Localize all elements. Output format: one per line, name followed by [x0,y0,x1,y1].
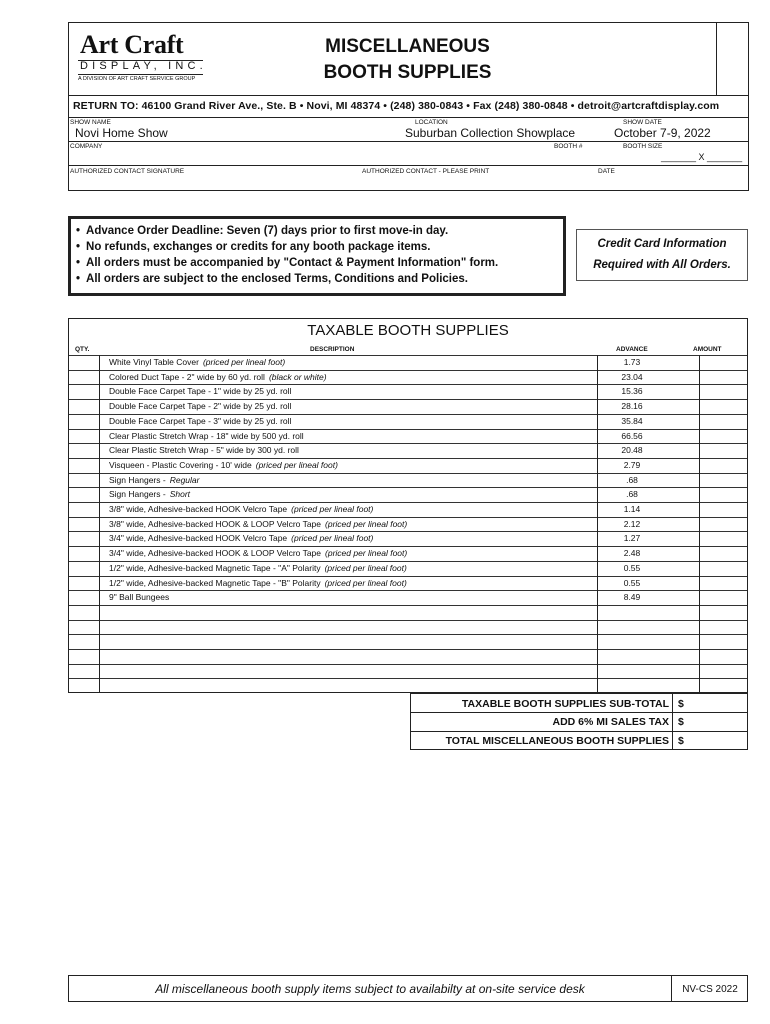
qty-field[interactable] [69,679,99,693]
location-field[interactable]: Suburban Collection Showplace [405,126,576,140]
notice-list [76,223,498,287]
item-name: Double Face Carpet Tape - 1" wide by 25 yd. roll [109,386,292,397]
item-note: (priced per lineal foot) [325,548,408,559]
notice-item: • All orders must be accompanied by "Contact & Payment Information" form. [76,255,498,271]
item-advance-price: 66.56 [621,430,643,441]
item-description [109,622,113,632]
booth-size-field[interactable]: _______ X _______ [661,152,743,162]
item-description [109,519,407,529]
booth-number-label: BOOTH # [554,143,583,150]
qty-field[interactable] [69,474,99,488]
amount-field[interactable] [700,444,747,458]
table-row [69,546,747,561]
tax-field[interactable]: $ [678,716,684,728]
divider [69,141,748,142]
description-header: DESCRIPTION [310,346,355,353]
item-note: Short [169,489,191,500]
item-advance-price: 23.04 [621,371,643,382]
table-row [69,502,747,517]
table-row [69,414,747,429]
amount-field[interactable] [700,400,747,414]
qty-field[interactable] [69,547,99,561]
table-row [69,634,747,649]
total-field[interactable]: $ [678,735,684,747]
amount-field[interactable] [700,385,747,399]
table-row [69,517,747,532]
item-name: White Vinyl Table Cover [109,357,199,367]
amount-field[interactable] [700,356,747,370]
item-advance-price: 2.12 [623,518,641,529]
item-note: (priced per lineal foot) [255,459,338,470]
divider [69,165,748,166]
notice-item: • All orders are subject to the enclosed Terms, Conditions and Policies. [76,271,498,287]
item-advance-price: 1.27 [623,533,641,544]
item-description [109,666,113,676]
item-advance-price: 2.48 [623,548,641,559]
show-name-field[interactable]: Novi Home Show [75,126,168,140]
item-note: (priced per lineal foot) [324,577,407,588]
table-row [69,399,747,414]
item-description [109,592,173,602]
qty-field[interactable] [69,371,99,385]
amount-field[interactable] [700,459,747,473]
page-title-line: MISCELLANEOUS [325,36,490,57]
qty-field[interactable] [69,400,99,414]
item-name: Double Face Carpet Tape - 3" wide by 25 yd. roll [109,415,292,426]
item-description [109,578,407,588]
amount-field[interactable] [700,547,747,561]
item-name: Sign Hangers - [109,474,166,485]
table-row [69,443,747,458]
table-row [69,429,747,444]
qty-field[interactable] [69,488,99,502]
amount-field[interactable] [700,503,747,517]
item-note: (priced per lineal foot) [324,562,407,573]
item-note: Regular [169,474,200,485]
credit-card-notice-line: Credit Card Information [597,238,727,250]
amount-field[interactable] [700,591,747,605]
contact-print-label: AUTHORIZED CONTACT - PLEASE PRINT [362,168,490,175]
company-logo-division: A DIVISION OF ART CRAFT SERVICE GROUP [78,76,196,82]
divider [69,117,748,118]
item-name: 3/8" wide, Adhesive-backed HOOK & LOOP Velcro Tape [109,518,322,529]
office-use-cell [716,22,749,95]
company-logo-subtitle: DISPLAY, INC. [80,60,207,72]
footer-note: All miscellaneous booth supply items subject to availabilty at on-site service desk [155,982,585,996]
item-description [109,651,113,661]
qty-field[interactable] [69,444,99,458]
qty-field[interactable] [69,503,99,517]
table-row [69,590,747,605]
item-advance-price: 8.49 [623,592,641,603]
amount-field[interactable] [700,371,747,385]
item-name: 1/2" wide, Adhesive-backed Magnetic Tape - "A" Polarity [109,562,321,573]
item-name: 1/2" wide, Adhesive-backed Magnetic Tape - "B" Polarity [109,577,321,588]
table-row [69,561,747,576]
credit-card-notice-line: Required with All Orders. [593,259,731,271]
column-divider [699,355,700,692]
notice-item: • Advance Order Deadline: Seven (7) days prior to first move-in day. [76,223,498,239]
item-advance-price: .68 [626,489,638,500]
item-note: (priced per lineal foot) [291,504,374,514]
item-description [109,475,199,485]
item-advance-price: 35.84 [621,415,643,426]
amount-field[interactable] [700,518,747,532]
show-name-label: SHOW NAME [70,119,111,126]
amount-field[interactable] [700,532,747,546]
table-title: TAXABLE BOOTH SUPPLIES [307,322,509,339]
amount-field[interactable] [700,606,747,620]
column-divider [597,355,598,692]
amount-field[interactable] [700,474,747,488]
tax-label: ADD 6% MI SALES TAX [552,716,669,728]
page-title [250,34,565,86]
item-description [109,636,113,646]
qty-field[interactable] [69,650,99,664]
item-description [109,504,373,514]
item-name: Clear Plastic Stretch Wrap - 5" wide by 300 yd. roll [109,445,299,456]
item-note: (priced per lineal foot) [291,533,374,544]
table-row [69,458,747,473]
item-description [109,416,295,426]
item-description [109,489,190,499]
table-row [69,531,747,546]
table-row [69,384,747,399]
item-advance-price: 28.16 [621,401,643,412]
item-advance-price: 20.48 [621,445,643,456]
item-advance-price: 1.14 [623,504,641,514]
booth-size-label: BOOTH SIZE [623,143,663,150]
logo-rule [78,74,203,75]
amount-field[interactable] [700,621,747,635]
company-logo-name: Art Craft [80,30,184,59]
qty-field[interactable] [69,532,99,546]
item-advance-price: 0.55 [623,577,641,588]
item-name: Double Face Carpet Tape - 2" wide by 25 yd. roll [109,401,292,412]
table-row [69,664,747,679]
amount-field[interactable] [700,415,747,429]
qty-field[interactable] [69,459,99,473]
column-divider [99,355,100,692]
notice-item: • No refunds, exchanges or credits for any booth package items. [76,239,498,255]
amount-field[interactable] [700,679,747,693]
qty-field[interactable] [69,385,99,399]
qty-field[interactable] [69,562,99,576]
item-description [109,431,308,441]
item-name: Sign Hangers - [109,489,166,500]
amount-field[interactable] [700,562,747,576]
credit-card-notice [576,229,748,281]
show-date-label: SHOW DATE [623,119,662,126]
item-advance-price: 0.55 [623,562,641,573]
amount-field[interactable] [700,635,747,649]
qty-field[interactable] [69,356,99,370]
qty-field[interactable] [69,665,99,679]
table-row [69,678,747,693]
qty-field[interactable] [69,577,99,591]
item-name: 9" Ball Bungees [109,592,170,603]
item-description [109,680,113,690]
item-description [109,372,327,382]
return-address-divider [69,95,748,96]
subtotal-field[interactable]: $ [678,698,684,710]
item-advance-price: 2.79 [623,459,641,470]
item-description [109,445,303,455]
item-description [109,460,338,470]
amount-field[interactable] [700,577,747,591]
qty-field[interactable] [69,606,99,620]
page-title-line: BOOTH SUPPLIES [323,62,492,83]
item-description [109,386,295,396]
amount-field[interactable] [700,650,747,664]
total-row [411,731,747,750]
item-name: Colored Duct Tape - 2" wide by 60 yd. roll [109,371,265,382]
item-note: (priced per lineal foot) [325,518,408,529]
qty-field[interactable] [69,591,99,605]
item-name: Clear Plastic Stretch Wrap - 18" wide by 500 yd. roll [109,430,304,441]
table-row [69,355,747,370]
item-advance-price: .68 [626,474,638,485]
amount-field[interactable] [700,665,747,679]
item-advance-price: 15.36 [621,386,643,397]
date-label: DATE [598,168,615,175]
advance-header: ADVANCE [616,346,648,353]
table-row [69,473,747,488]
qty-field[interactable] [69,518,99,532]
amount-field[interactable] [700,430,747,444]
item-description [109,533,373,543]
subtotal-label: TAXABLE BOOTH SUPPLIES SUB-TOTAL [461,698,669,710]
item-advance-price: 1.73 [623,357,641,367]
return-address: RETURN TO: 46100 Grand River Ave., Ste. B • Novi, MI 48374 • (248) 380-0843 • Fax (248) 380-0848 • detroit@artcraftdisplay.com [73,100,720,112]
table-row [69,605,747,620]
item-name: 3/4" wide, Adhesive-backed HOOK Velcro Tape [109,533,288,544]
table-row [69,370,747,385]
table-row [69,620,747,635]
total-label: TOTAL MISCELLANEOUS BOOTH SUPPLIES [445,735,669,747]
item-name: 3/4" wide, Adhesive-backed HOOK & LOOP Velcro Tape [109,548,322,559]
qty-field[interactable] [69,635,99,649]
item-description [109,607,113,617]
item-description [109,563,407,573]
table-row [69,649,747,664]
tax-row [411,712,747,731]
show-date-field[interactable]: October 7-9, 2022 [614,126,711,140]
location-label: LOCATION [415,119,448,126]
company-label: COMPANY [70,143,103,150]
subtotal-row [411,694,747,713]
qty-field[interactable] [69,621,99,635]
qty-header: QTY. [75,346,90,353]
item-description [109,548,407,558]
item-description [109,401,295,411]
item-name: 3/8" wide, Adhesive-backed HOOK Velcro Tape [109,504,288,514]
table-row [69,576,747,591]
item-note: (priced per lineal foot) [202,357,286,367]
qty-field[interactable] [69,415,99,429]
form-code: NV-CS 2022 [682,984,738,995]
amount-header: AMOUNT [693,346,722,353]
item-note: (black or white) [268,371,327,382]
amount-field[interactable] [700,488,747,502]
item-name: Visqueen - Plastic Covering - 10' wide [109,459,252,470]
table-row [69,487,747,502]
item-description [109,357,285,367]
qty-field[interactable] [69,430,99,444]
signature-label: AUTHORIZED CONTACT SIGNATURE [70,168,185,175]
